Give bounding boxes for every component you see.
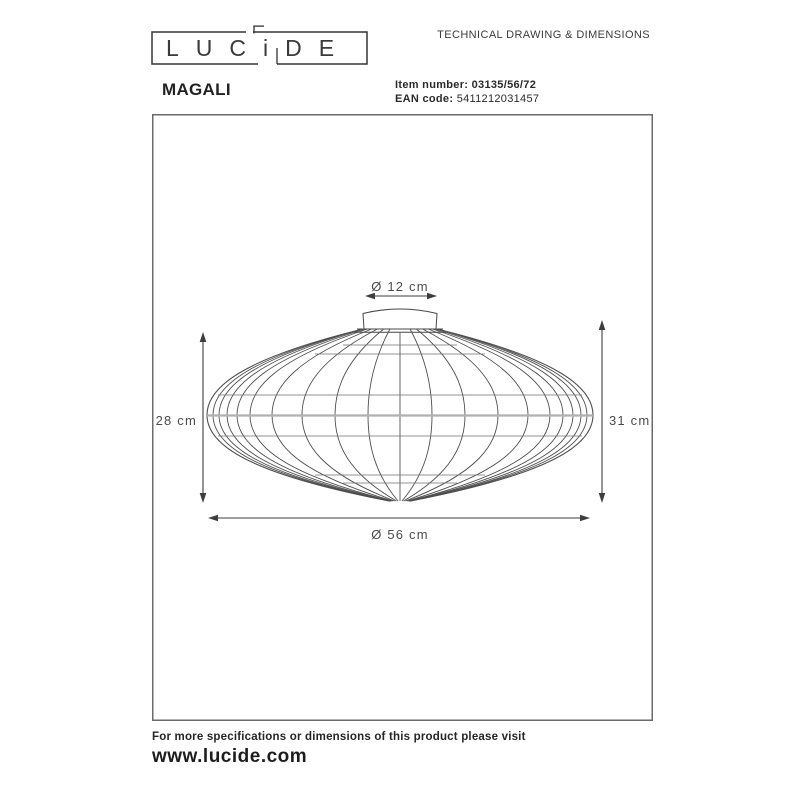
arrowhead-up-icon xyxy=(200,332,207,342)
footer-note: For more specifications or dimensions of this product please visit xyxy=(152,731,526,743)
item-number-label: Item number: xyxy=(395,79,469,91)
dim-right-label: 31 cm xyxy=(609,413,651,428)
website-link[interactable]: www.lucide.com xyxy=(152,746,308,767)
ean-code-row xyxy=(395,92,539,106)
canopy xyxy=(354,309,446,332)
drawing-frame xyxy=(153,115,653,721)
arrowhead-down-icon xyxy=(599,493,606,503)
document-type-title: TECHNICAL DRAWING & DIMENSIONS xyxy=(437,29,650,41)
canopy-outline xyxy=(363,309,437,329)
item-number-value: 03135/56/72 xyxy=(471,79,537,91)
arrowhead-down-icon xyxy=(200,493,207,503)
ean-code-value: 5411212031457 xyxy=(456,93,540,105)
logo-border-gap xyxy=(258,62,277,66)
item-number-row xyxy=(395,78,539,92)
product-codes xyxy=(395,78,539,106)
ean-code-label: EAN code: xyxy=(395,93,454,105)
dimension-lines xyxy=(200,293,606,522)
product-name: MAGALI xyxy=(162,80,231,99)
dim-bottom-label: Ø 56 cm xyxy=(371,527,429,542)
logo-border-gap-top xyxy=(246,31,253,34)
technical-drawing xyxy=(152,114,653,721)
footer xyxy=(152,731,526,768)
arrowhead-left-icon xyxy=(208,515,218,522)
dim-top-label: Ø 12 cm xyxy=(371,279,429,294)
arrowhead-right-icon xyxy=(580,515,590,522)
logo-text: LUCiDE xyxy=(166,35,352,61)
dim-left-label: 28 cm xyxy=(155,413,197,428)
arrowhead-up-icon xyxy=(599,320,606,330)
lucide-logo xyxy=(150,22,370,70)
